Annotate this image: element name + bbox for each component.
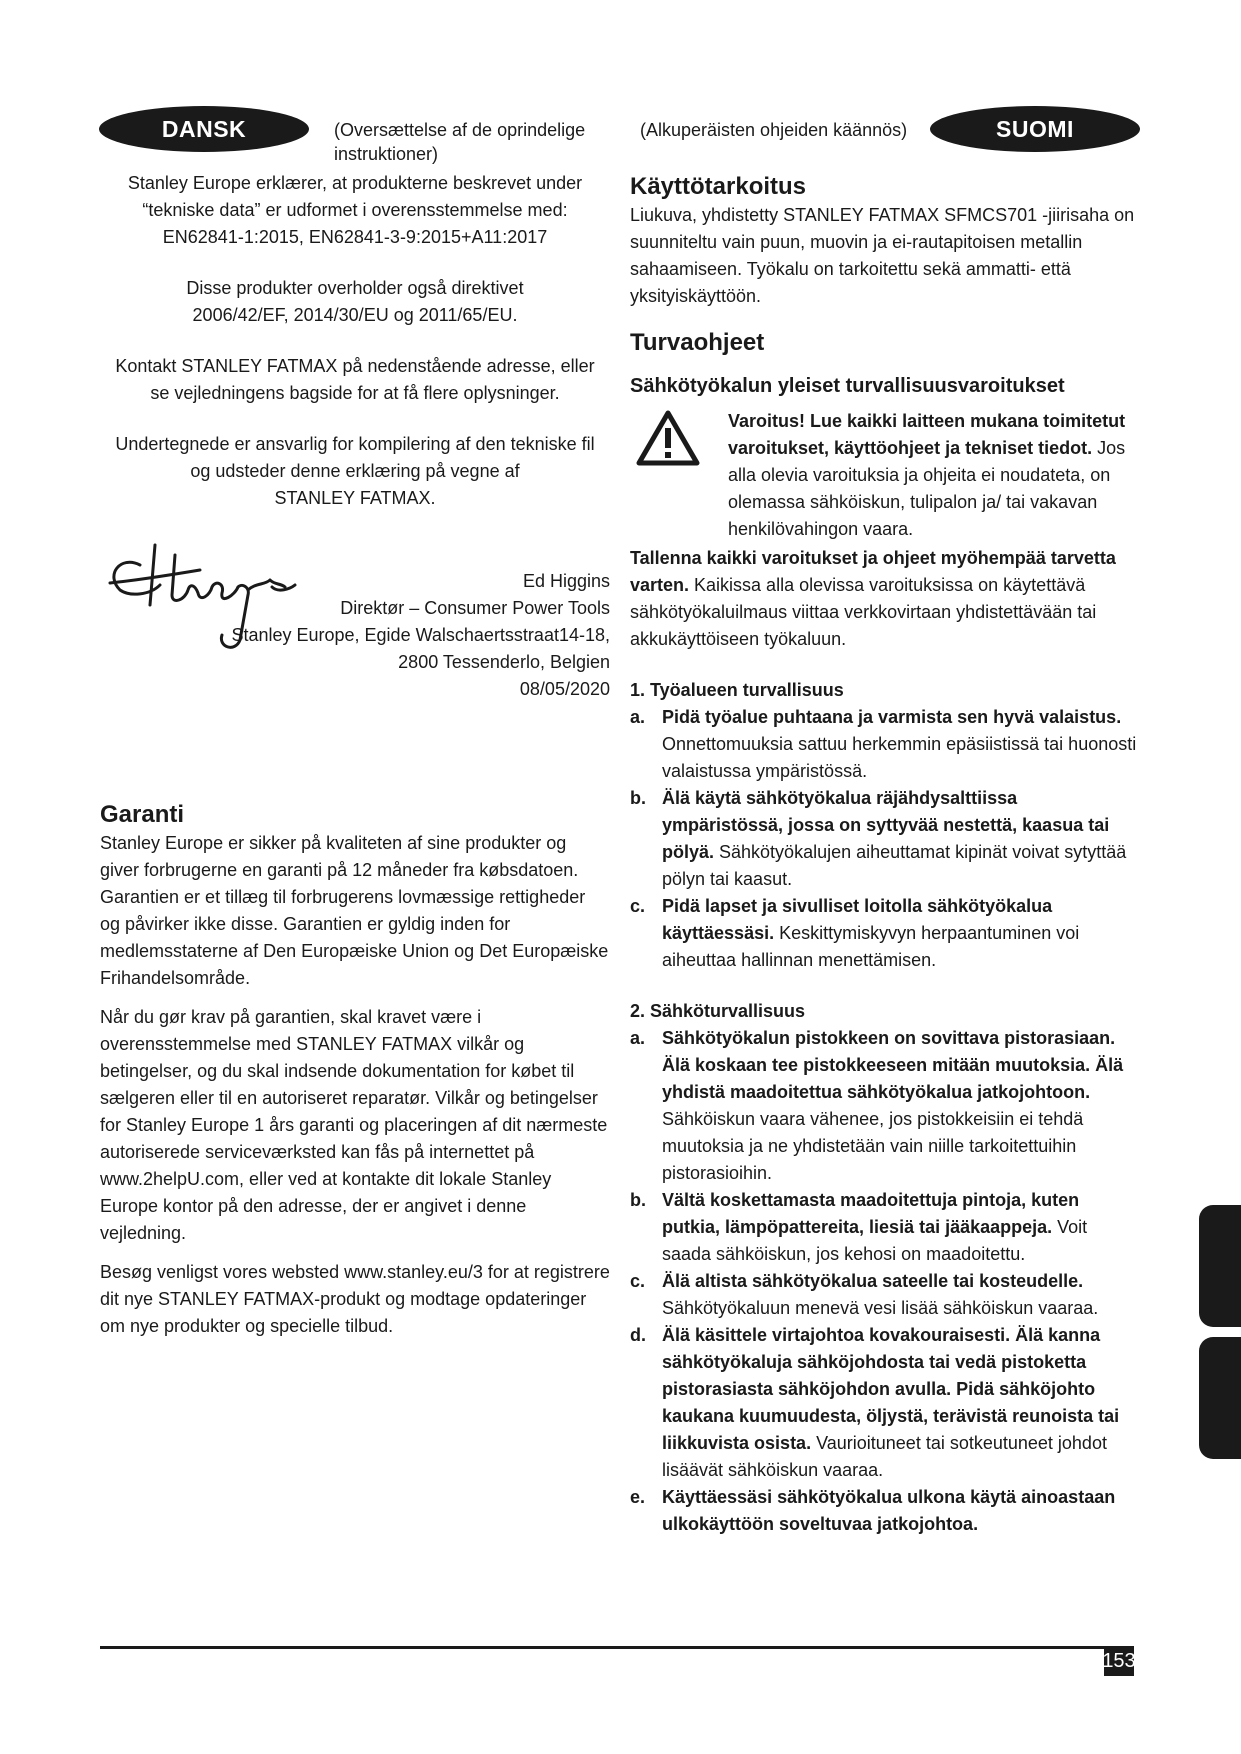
list-item: c. Älä altista sähkötyökalua sateelle tai kosteudelle. Sähkötyökaluun menevä vesi lisää sähköiskun vaaraa. <box>630 1271 1099 1318</box>
language-badge-dansk: DANSK <box>99 106 309 152</box>
warranty-heading: Garanti <box>100 801 185 828</box>
signer-address2: 2800 Tessenderlo, Belgien <box>398 652 610 672</box>
warranty-paragraph-2: Når du gør krav på garantien, skal kravet være i overensstemmelse med STANLEY FATMAX vilkår og betingelser, og du skal indsende dokumentation for købet til sælgeren eller til en autoriseret reparatør. Vilkår og betingelser for Stanley Europe 1 års garanti og placeringen af dit nærmeste autoriserede serviceværksted kan fås på internettet på www.2helpU.com, eller ved at kontakte dit lokale Stanley Europe kontor på den adresse, der er angivet i denne vejledning. <box>100 1007 608 1243</box>
warranty-paragraph-3: Besøg venligst vores websted www.stanley.eu/3 for at registrere dit nye STANLEY FATMAX-produkt og modtage opdateringer om nye produkter og specielle tilbud. <box>100 1262 610 1336</box>
contact-text: Kontakt STANLEY FATMAX på nedenstående adresse, eller se vejledningens bagside for at få flere oplysninger. <box>115 356 595 403</box>
section-1-title: 1. Työalueen turvallisuus <box>630 680 844 700</box>
warranty-section <box>100 800 610 1340</box>
list-item: b. Älä käytä sähkötyökalua räjähdysalttiissa ympäristössä, jossa on syttyvää nestettä, kaasua tai pölyä. Sähkötyökalujen aiheuttamat kipinät voivat sytyttää pölyn tai kaasut. <box>630 788 1127 889</box>
side-tab <box>1199 1205 1241 1327</box>
warning-triangle-icon <box>636 410 700 466</box>
intended-use-text: Liukuva, yhdistetty STANLEY FATMAX SFMCS701 -jiirisaha on suunniteltu vain puun, muovin ja ei-rautapitoisen metallin sahaamiseen. Työkalu on tarkoitettu sekä ammatti- että yksityiskäyttöön. <box>630 205 1135 306</box>
signer-name: Ed Higgins <box>522 571 610 591</box>
warning-text: Varoitus! Lue kaikki laitteen mukana toimitetut varoitukset, käyttöohjeet ja tekniset tiedot. Jos alla olevia varoituksia ja ohjeita ei noudateta, on olemassa sähköiskun, tulipalon ja/ tai vakavan henkilövahingon vaara. <box>728 411 1126 539</box>
signer-date: 08/05/2020 <box>519 679 610 699</box>
list-item: b. Vältä koskettamasta maadoitettuja pintoja, kuten putkia, lämpöpattereita, liesiä tai jääkaappeja. Voit saada sähköiskun, jos kehosi on maadoitettu. <box>630 1190 1088 1264</box>
signer-address1: Stanley Europe, Egide Walschaertsstraat14-18, <box>231 625 610 645</box>
safety-heading: Turvaohjeet <box>630 329 765 356</box>
dansk-subtitle: (Oversættelse af de oprindelige instruktioner) <box>334 120 586 164</box>
language-badge-suomi: SUOMI <box>930 106 1140 152</box>
suomi-column <box>630 172 1140 1538</box>
warranty-paragraph-1: Stanley Europe er sikker på kvaliteten af sine produkter og giver forbrugerne en garanti på 12 måneder fra købsdatoen. Garantien er et tillæg til forbrugerens lovmæssige rettigheder og påvirker ikke disse. Garantien er gyldig inden for medlemsstaterne af Den Europæiske Union og Det Europæiske Frihandelsområde. <box>100 833 609 988</box>
list-item: a. Sähkötyökalun pistokkeen on sovittava pistorasiaan. Älä koskaan tee pistokkeeseen mitään muutoksia. Älä yhdistä maadoitettua sähkötyökalua jatkojohtoon. Sähköiskun vaara vähenee, jos pistokkeisiin ei tehdä muutoksia ja ne yhdistetään vain niille tarkoitettuihin pistorasioihin. <box>630 1028 1124 1183</box>
declaration-text: Stanley Europe erklærer, at produkterne beskrevet under “tekniske data” er udformet i overensstemmelse med: EN62841-1:2015, EN62841-3-9:2015+A11:2017 <box>127 173 583 247</box>
page-number: 153 <box>1104 1646 1134 1676</box>
general-safety-heading: Sähkötyökalun yleiset turvallisuusvaroitukset <box>630 375 1065 397</box>
signer-block <box>231 568 610 703</box>
section-work-area-safety <box>630 677 1140 974</box>
responsible-text: Undertegnede er ansvarlig for kompilering af den tekniske fil og udsteder denne erklæring på vegne af STANLEY FATMAX. <box>115 434 595 508</box>
warning-block <box>630 408 1140 543</box>
list-item: d. Älä käsittele virtajohtoa kovakouraisesti. Älä kanna sähkötyökaluja sähköjohdosta tai vedä pistoketta pistorasiasta sähköjohdon avulla. Pidä sähköjohto kaukana kuumuudesta, öljystä, terävistä reunoista tai liikkuvista osista. Vaurioituneet tai sotkeutuneet johdot lisäävät sähköiskun vaaraa. <box>630 1325 1120 1480</box>
list-item: e. Käyttäessäsi sähkötyökalua ulkona käytä ainoastaan ulkokäyttöön soveltuvaa jatkojohtoa. <box>630 1487 1116 1534</box>
footer-rule <box>100 1646 1134 1649</box>
suomi-subtitle: (Alkuperäisten ohjeiden käännös) <box>640 120 908 140</box>
intended-use-heading: Käyttötarkoitus <box>630 173 807 200</box>
directive-text: Disse produkter overholder også direktivet 2006/42/EF, 2014/30/EU og 2011/65/EU. <box>186 278 524 325</box>
signer-title: Direktør – Consumer Power Tools <box>340 598 610 618</box>
list-item: c. Pidä lapset ja sivulliset loitolla sähkötyökalua käyttäessäsi. Keskittymiskyvyn herpaantuminen voi aiheuttaa hallinnan menettämisen. <box>630 896 1080 970</box>
list-item: a. Pidä työalue puhtaana ja varmista sen hyvä valaistus. Onnettomuuksia sattuu herkemmin epäsiistissä tai huonosti valaistussa ympäristössä. <box>630 707 1137 781</box>
save-instructions-text: Tallenna kaikki varoitukset ja ohjeet myöhempää tarvetta varten. Kaikissa alla olevissa varoituksissa on käytettävä sähkötyökaluilmaus viittaa verkkovirtaan yhdistettävään tai akkukäyttöiseen työkaluun. <box>630 548 1116 649</box>
dansk-column <box>100 170 610 1336</box>
side-tab <box>1199 1337 1241 1459</box>
section-2-title: 2. Sähköturvallisuus <box>630 1001 806 1021</box>
section-electrical-safety <box>630 998 1140 1538</box>
